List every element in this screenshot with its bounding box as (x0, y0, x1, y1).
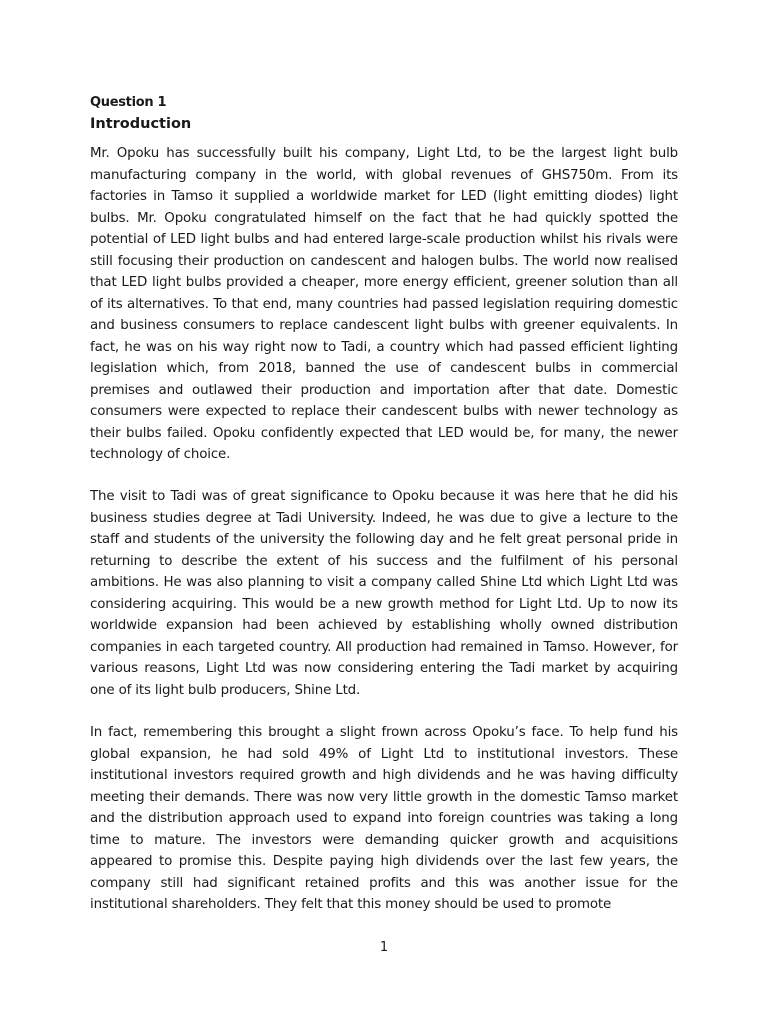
question-label: Question 1 (90, 95, 167, 110)
page-number: 1 (379, 940, 389, 955)
paragraph-3: In fact, remembering this brought a slight frown across Opoku’s face. To help fund his global expansion, he had sold 49% of Light Ltd to institutional investors. These institutional investors required growth and high dividends and he was having difficulty meeting their demands. There was now very little growth in the domestic Tamso market and the distribution approach used to expand into foreign countries was taking a long time to mature. The investors were demanding quicker growth and acquisitions appeared to promise this. Despite paying high dividends over the last few years, the company still had significant retained profits and this was another issue for the institutional shareholders. They felt that this money should be used to promote (90, 725, 678, 912)
section-heading: Introduction (90, 116, 192, 132)
paragraph-1: Mr. Opoku has successfully built his company, Light Ltd, to be the largest light bulb manufacturing company in the world, with global revenues of GHS750m. From its factories in Tamso it supplied a worldwide market for LED (light emitting diodes) light bulbs. Mr. Opoku congratulated himself on the fact that he had quickly spotted the potential of LED light bulbs and had entered large-scale production whilst his rivals were still focusing their production on candescent and halogen bulbs. The world now realised that LED light bulbs provided a cheaper, more energy efficient, greener solution than all of its alternatives. To that end, many countries had passed legislation requiring domestic and business consumers to replace candescent light bulbs with greener equivalents. In fact, he was on his way right now to Tadi, a country which had passed efficient lighting legislation which, from 2018, banned the use of candescent bulbs in commercial premises and outlawed their production and importation after that date. Domestic consumers were expected to replace their candescent bulbs with newer technology as their bulbs failed. Opoku confidently expected that LED would be, for many, the newer technology of choice. (90, 146, 678, 462)
paragraph-2: The visit to Tadi was of great significance to Opoku because it was here that he did his business studies degree at Tadi University. Indeed, he was due to give a lecture to the staff and students of the university the following day and he felt great personal pride in returning to describe the extent of his success and the fulfilment of his personal ambitions. He was also planning to visit a company called Shine Ltd which Light Ltd was considering acquiring. This would be a new growth method for Light Ltd. Up to now its worldwide expansion had been achieved by establishing wholly owned distribution companies in each targeted country. All production had remained in Tamso. However, for various reasons, Light Ltd was now considering entering the Tadi market by acquiring one of its light bulb producers, Shine Ltd. (90, 489, 678, 698)
